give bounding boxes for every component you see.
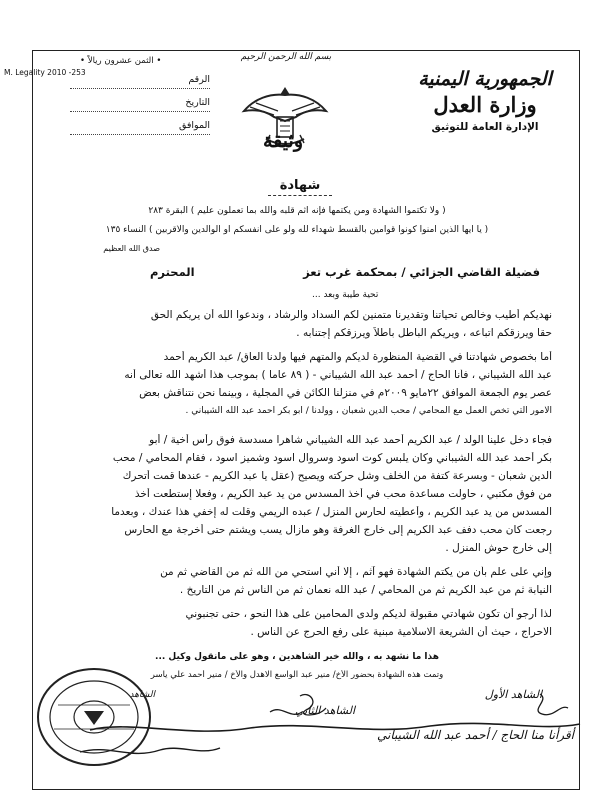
quote-line-1: ( ولا تكتموا الشهادة ومن يكتمها فإنه آثم قلبه والله بما تعملون عليم ) البقرة ٢٨٣ [148,206,446,216]
witness-label: الشاهد [129,690,155,700]
quote-line-2: ( يا أيها الذين آمنوا كونوا قوامين بالقسط شهداء لله ولو على أنفسكم أو الوالدين والأقربين ) النساء ١٣٥ [105,225,489,235]
ministry-header [410,68,560,133]
title-underline [268,195,332,196]
paragraph-5-line-2: الاحراج ، حيث أن الشريعة الاسلامية مبنية على رفع الحرج عن الناس . [250,626,552,638]
number-field-label: الرقم [188,74,210,85]
paragraph-1-line-2: حقا ويرزقكم اتباعه ، ويريكم الباطل باطلاً ويرزقكم إجتنابه . [296,327,552,339]
document-word: وثيقة [263,130,303,152]
paragraph-4-line-2: النيابة ثم من عبد الكريم ثم من المحامي / عبد الله نعمان ثم من الناس ثم من التاريخ . [179,584,552,596]
paragraph-3-line-3: الدين شعبان - وبسرعة كتفة من الخلف وشل حركته ويصيح (عقل يا عبد الكريم - عندها قمت أتحرك [122,470,552,482]
paragraph-1-line-1: نهديكم أطيب وخالص تحياتنا وتقديرنا متمنين لكم السداد والرشاد ، وندعوا الله أن يريكم الحق [150,309,552,321]
paragraph-5-line-1: لذا أرجو أن تكون شهادتي مقبولة لديكم ولدى المحامين على هذا النحو ، حتى تجنبوني [185,608,552,620]
ministry-title: وزارة العدل [433,92,537,117]
date-field [70,97,210,112]
paragraph-2-line-4: الامور التي تخص العمل مع المحامي / محب الدين شعبان ، وولدنا / أبو بكر أحمد عبد الله الشيباني . [185,406,552,416]
paragraph-4-line-1: وإني على علم بأن من يكتم الشهادة فهو آثم ، إلا أني استحي من الله ثم من القاضي ثم من [160,566,552,578]
paragraph-2-line-2: عبد الله الشيباني ، فأنا الحاج / أحمد عبد الله الشيباني - ( ٨٩ عاما ) بموجب هذا أشهد الله تعالى أنه [124,369,552,381]
paragraph-3-line-6: رجعت كان محب دفف عبد الكريم إلى خارج الغرفة وهو مازال يسب ويشتم حتى أخرجة مع الحارس [124,524,552,536]
paragraph-3-line-5: المسدس من يد عبد الكريم ، وأعطيته لحارس المنزل / عبده الريمي وقلت له إخفي هذا عندك ، وبعدما [111,506,552,518]
basmala: بسم الله الرحمن الرحيم [240,52,332,62]
paragraph-3-line-4: من فوق مكتبي ، حاولت مساعدة محب في أخذ المسدس من يد عبد الكريم ، وفعلا إستطعت أخذ [134,488,552,500]
handwritten-note: أقرأنا منا الحاج / أحمد عبد الله الشيباني [376,728,574,742]
closing-statement: هذا ما نشهد به ، والله خير الشاهدين ، وهو على مانقول وكيل ... [155,652,439,662]
paragraph-2-line-1: أما بخصوص شهادتنا في القضية المنظورة لديكم والمتهم فيها ولدنا العاق/ عبد الكريم أحمد [163,351,552,363]
hijri-date-field [70,120,210,135]
addressee-to: فضيلة القاضي الجزائي / بمحكمة غرب تعز [303,265,540,279]
first-witness-label: الشاهد الأول [484,688,542,701]
witnesses-line: وتمت هذه الشهادة بحضور الأخ/ منير عبد الواسع الاهدل والأخ / منير أحمد علي ياسر [150,670,444,680]
quote-closing: صدق الله العظيم [103,244,160,253]
paragraph-3-line-7: إلى خارج حوش المنزل . [445,542,552,554]
paragraph-2-line-3: عصر يوم الجمعة الموافق ٢٢مايو ٢٠٠٩م في منزلنا الكائن في المجلية ، وبينما نحن نتناقش بعض [139,387,552,399]
hijri-date-field-label: الموافق [178,120,210,131]
date-field-label: التاريخ [185,97,210,108]
second-witness-label: الشاهد الثاني [295,704,355,717]
republic-title: الجمهورية اليمنية [418,68,552,90]
paragraph-3-line-2: بكر أحمد عبد الله الشيباني وكان يلبس كوت اسود وسروال اسود وشميز اسود ، فقام المحامي / محب [112,452,552,464]
addressee-honorific: المحترم [150,265,195,279]
form-code: M. Legality 2010 -253 [4,68,86,77]
number-field [70,74,210,89]
price-note: • الثمن عشرون ريالاً • [80,56,162,66]
department-title: الإدارة العامة للتوثيق [431,121,539,133]
paragraph-3-line-1: فجاء دخل علينا الولد / عبد الكريم أحمد عبد الله الشيباني شاهرا مسدسة فوق رأس أخية / أبو [149,434,552,446]
official-stamp-icon [34,665,154,770]
page-title: شهادة [279,178,321,193]
greeting: تحية طيبة وبعد ... [312,290,379,300]
